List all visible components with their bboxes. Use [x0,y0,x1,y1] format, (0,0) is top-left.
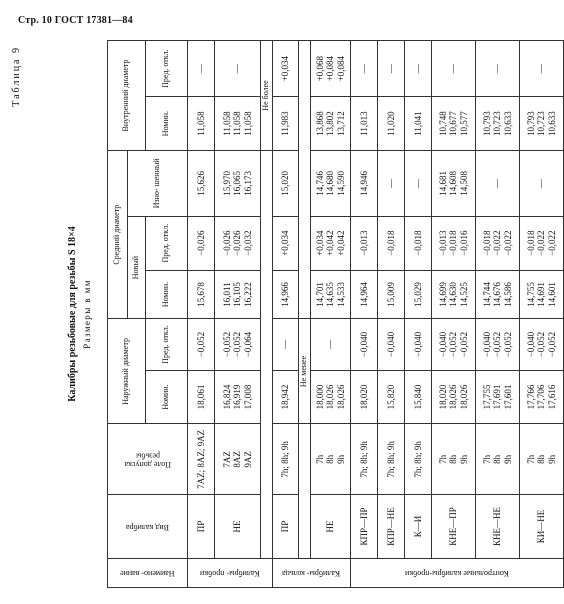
cell-outer-nom: 15,840 [405,370,432,424]
cell-outer-nom: 18,000 18,026 18,026 [311,370,351,424]
cell-wear: 14,946 [351,150,378,216]
row-vid: КИ—НЕ [520,495,564,558]
cell-mid-nom: 14,701 14,635 14,533 [311,270,351,319]
group-label-kontrol: Контрольные калибры-пробки [351,558,564,587]
note-spacer [299,424,311,558]
cell-inner-dev: +0,068 +0,084 +0,084 [311,41,351,97]
row-pole: 7AZ; 8AZ; 9AZ [188,424,215,495]
row-pole: 7h 8h 9h [311,424,351,495]
cell-wear: — [476,150,520,216]
col-header-outer-nom: Номин. [146,370,188,424]
cell-inner-nom: 10,748 10,677 10,577 [432,97,476,151]
row-pole: 7h 8h 9h [520,424,564,495]
note-spacer [299,41,311,319]
cell-wear: 15,626 [188,150,215,216]
cell-wear: — [520,150,564,216]
cell-mid-nom: 14,964 [351,270,378,319]
cell-outer-dev: −0,052 −0,052 −0,064 [215,319,261,370]
cell-outer-dev: −0,040 −0,052 −0,052 [520,319,564,370]
group-label-probki: Калибры- пробки [188,558,273,587]
cell-wear: — [405,150,432,216]
cell-outer-dev: −0,040 [351,319,378,370]
cell-mid-dev: −0,026 −0,026 −0,032 [215,216,261,270]
cell-mid-dev: −0,018 −0,022 −0,022 [476,216,520,270]
col-header-outer-dev: Пред. откл. [146,319,188,370]
cell-wear: 14,681 14,608 14,508 [432,150,476,216]
cell-inner-dev: — [351,41,378,97]
row-vid: КПР—ПР [351,495,378,558]
cell-outer-dev: −0,040 −0,052 −0,052 [432,319,476,370]
col-header-mid-nom: Номин. [146,270,188,319]
row-vid: ПР [273,495,299,558]
row-pole: 7AZ 8AZ 9AZ [215,424,261,495]
cell-mid-dev: +0,034 [273,216,299,270]
cell-outer-dev: — [311,319,351,370]
row-pole: 7h; 8h; 9h [351,424,378,495]
cell-mid-nom: 14,699 14,630 14,525 [432,270,476,319]
cell-mid-nom: 14,755 14,691 14,601 [520,270,564,319]
cell-inner-nom: 13,868 13,802 13,712 [311,97,351,151]
cell-outer-nom: 18,061 [188,370,215,424]
cell-mid-dev: −0,018 −0,022 −0,022 [520,216,564,270]
cell-wear: 14,746 14,680 14,590 [311,150,351,216]
cell-inner-nom: 10,793 10,723 10,633 [476,97,520,151]
cell-mid-dev: −0,018 [405,216,432,270]
row-pole: 7h 8h 9h [432,424,476,495]
cell-mid-dev: −0,013 [351,216,378,270]
table-subtitle: Размеры в мм [82,279,92,349]
cell-outer-nom: 16,824 16,919 17,008 [215,370,261,424]
cell-wear: — [378,150,405,216]
col-header-worn: Изно- шенный [128,150,188,216]
col-header-vid: Вид калибра [108,495,188,558]
row-vid: КНЕ—НЕ [476,495,520,558]
cell-mid-nom: 14,966 [273,270,299,319]
col-header-outer: Наружный диаметр [108,319,146,424]
row-vid: НЕ [215,495,261,558]
note-ne-menee: Не менее [299,319,311,424]
col-header-middle: Средний диаметр [108,150,128,318]
cell-wear: 15,970 16,065 16,173 [215,150,261,216]
cell-inner-nom: 11,058 [188,97,215,151]
cell-mid-nom: 15,009 [378,270,405,319]
col-header-inner-dev: Пред. откл. [146,41,188,97]
cell-mid-dev: −0,026 [188,216,215,270]
row-vid: КНЕ—ПР [432,495,476,558]
cell-mid-nom: 14,744 14,676 14,586 [476,270,520,319]
cell-inner-dev: — [378,41,405,97]
cell-inner-nom: 11,983 [273,97,299,151]
cell-wear: 15,020 [273,150,299,216]
col-header-pole: Поле допуска резьбы [108,424,188,495]
cell-inner-dev: — [215,41,261,97]
cell-inner-dev: — [520,41,564,97]
row-vid: ПР [188,495,215,558]
cell-outer-nom: 15,820 [378,370,405,424]
cell-mid-dev: −0,018 [378,216,405,270]
cell-inner-dev: — [476,41,520,97]
cell-outer-nom: 17,766 17,706 17,616 [520,370,564,424]
cell-outer-dev: −0,040 [378,319,405,370]
col-header-inner: Внутренний диаметр [108,41,146,151]
col-header-inner-nom: Номин. [146,97,188,151]
table-title: Калибры резьбовые для резьбы S 18×4 [67,226,78,402]
cell-outer-dev: −0,040 −0,052 −0,052 [476,319,520,370]
cell-outer-dev: −0,040 [405,319,432,370]
cell-inner-dev: +0,034 [273,41,299,97]
gauge-dimensions-table [107,40,564,588]
cell-inner-nom: 10,793 10,723 10,633 [520,97,564,151]
cell-mid-dev: −0,013 −0,018 −0,016 [432,216,476,270]
cell-mid-nom: 15,678 [188,270,215,319]
cell-inner-nom: 11,058 11,058 11,058 [215,97,261,151]
cell-outer-nom: 17,755 17,691 17,601 [476,370,520,424]
row-pole: 7h; 8h; 9h [405,424,432,495]
cell-outer-nom: 18,942 [273,370,299,424]
cell-inner-nom: 11,013 [351,97,378,151]
col-header-naim: Наимено- вание [108,558,188,587]
page-header: Стр. 10 ГОСТ 17381—84 [18,15,133,26]
row-pole: 7h 8h 9h [476,424,520,495]
cell-inner-nom: 11,020 [378,97,405,151]
table-number: Таблица 9 [11,46,22,107]
cell-inner-dev: — [188,41,215,97]
cell-mid-nom: 16,011 16,105 16,222 [215,270,261,319]
cell-outer-nom: 18,020 [351,370,378,424]
cell-outer-dev: — [273,319,299,370]
row-vid: К—И [405,495,432,558]
col-header-new: Новый [128,216,146,319]
cell-inner-dev: — [405,41,432,97]
row-vid: НЕ [311,495,351,558]
cell-mid-dev: +0,034 +0,042 +0,042 [311,216,351,270]
note-spacer [261,150,273,558]
rotated-table-block [11,40,557,588]
cell-inner-nom: 11,041 [405,97,432,151]
group-label-koltsa: Калибры- кольца [273,558,351,587]
row-pole: 7h; 8h; 9h [378,424,405,495]
row-pole: 7h; 8h; 9h [273,424,299,495]
col-header-mid-dev: Пред. откл. [146,216,188,270]
note-ne-bolee: Не более [261,41,273,151]
cell-inner-dev: — [432,41,476,97]
cell-mid-nom: 15,029 [405,270,432,319]
cell-outer-nom: 18,020 18,026 18,026 [432,370,476,424]
cell-outer-dev: −0,052 [188,319,215,370]
row-vid: КПР—НЕ [378,495,405,558]
